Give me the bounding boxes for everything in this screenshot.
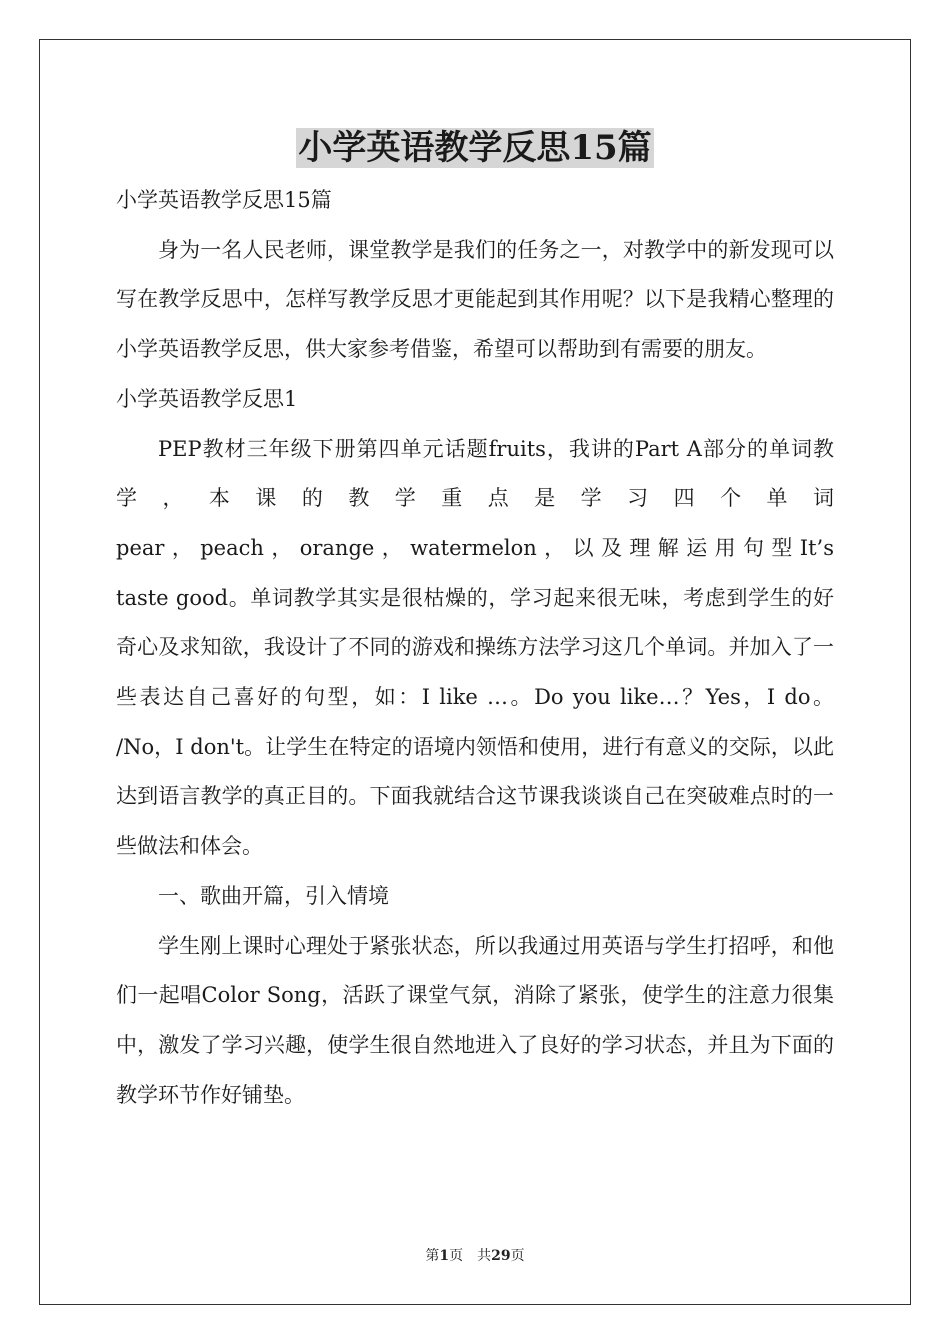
total-pages: 29 xyxy=(491,1248,511,1264)
subsection-heading-1: 一、歌曲开篇，引入情境 xyxy=(158,883,389,908)
body-paragraph-1a: PEP教材三年级下册第四单元话题fruits，我讲的Part A部分的单词教学，本课的教学重点是学习四个单词 xyxy=(116,436,834,511)
page-suffix: 页 xyxy=(449,1248,464,1264)
body-paragraph-1b: pear，peach，orange，watermelon，以及理解运用句型It’s xyxy=(116,535,834,560)
page-footer xyxy=(0,1247,950,1265)
document-title: 小学英语教学反思15篇 xyxy=(298,128,652,168)
total-suffix: 页 xyxy=(510,1248,525,1264)
page-prefix: 第 xyxy=(425,1248,440,1264)
total-prefix: 共 xyxy=(477,1248,492,1264)
section-heading-1: 小学英语教学反思1 xyxy=(116,386,298,411)
body-paragraph-1c: taste good。单词教学其实是很枯燥的，学习起来很无味，考虑到学生的好奇心及求知欲，我设计了不同的游戏和操练方法学习这几个单词。并加入了一些表达自己喜好的句型，如：I like …。Do you like…？Yes，I do。 /No，I don't。让学生在特定的语境内领悟和使用，进行有意义的交际，以此达到语言教学的真正目的。下面我就结合这节课我谈谈自己在突破难点时的一些做法和体会。 xyxy=(116,585,834,859)
document-body xyxy=(116,176,834,1120)
body-paragraph-2: 学生刚上课时心理处于紧张状态，所以我通过用英语与学生打招呼，和他们一起唱Color Song，活跃了课堂气氛，消除了紧张，使学生的注意力很集中，激发了学习兴趣，使学生很自然地进入了良好的学习状态，并且为下面的教学环节作好铺垫。 xyxy=(116,933,834,1107)
intro-paragraph: 身为一名人民老师，课堂教学是我们的任务之一，对教学中的新发现可以写在教学反思中，怎样写教学反思才更能起到其作用呢？以下是我精心整理的小学英语教学反思，供大家参考借鉴，希望可以帮助到有需要的朋友。 xyxy=(116,237,834,362)
page-number: 1 xyxy=(439,1248,450,1264)
subtitle-paragraph: 小学英语教学反思15篇 xyxy=(116,188,332,212)
